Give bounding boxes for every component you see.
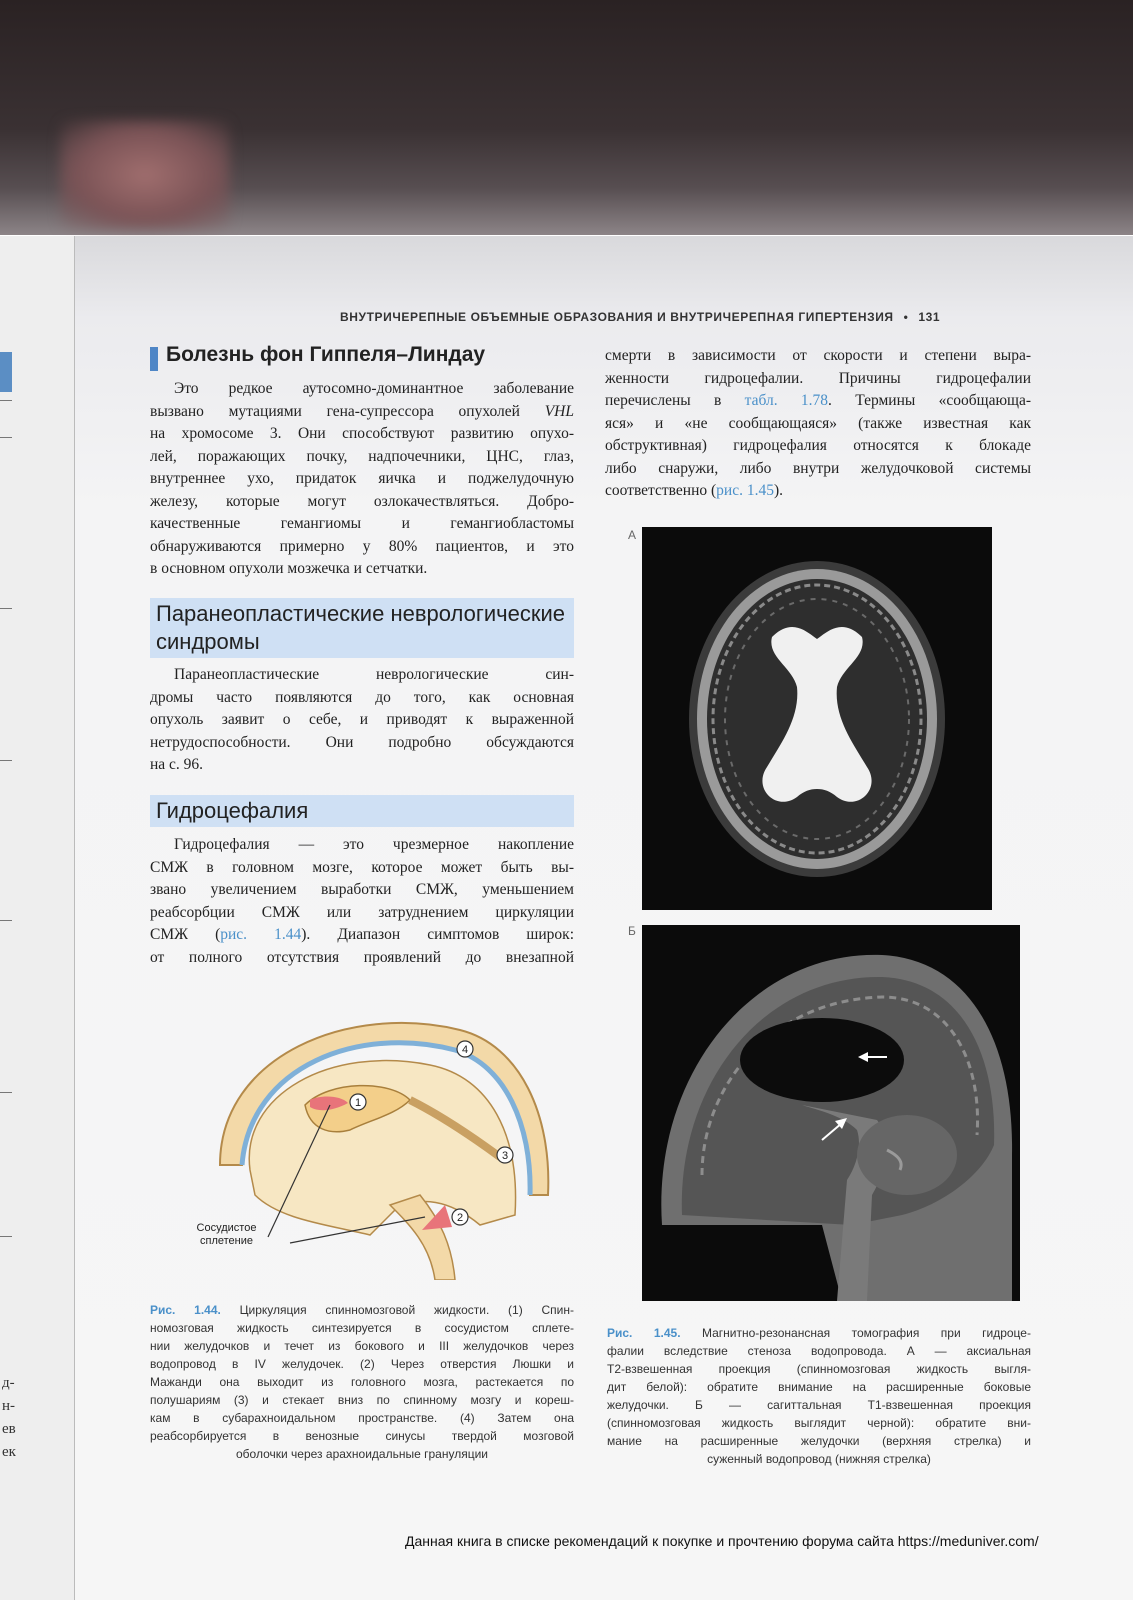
text-fragment: СМЖ ( <box>150 926 221 943</box>
dilated-lateral-ventricle <box>740 1018 904 1102</box>
finger-blur <box>60 120 230 230</box>
previous-page-rule <box>0 1236 12 1237</box>
page-number: 131 <box>918 310 941 324</box>
caption-line: (спинномозговая жидкость выглядит черной): обратите вни- <box>607 1416 1031 1430</box>
running-head-title: ВНУТРИЧЕРЕПНЫЕ ОБЪЕМНЫЕ ОБРАЗОВАНИЯ И ВНУТРИЧЕРЕПНАЯ ГИПЕРТЕНЗИЯ <box>340 310 894 324</box>
caption-line: желудочки. Б — сагиттальная Т1-взвешенная проекция <box>607 1398 1031 1412</box>
text-line: качественные гемангиомы и гемангиобластомы <box>150 515 574 532</box>
paragraph-paraneoplastic <box>150 664 574 777</box>
previous-page-rule <box>0 1092 12 1093</box>
text-line: нетрудоспособности. Они подробно обсуждаются <box>150 733 574 751</box>
section-heading-hydrocephalus <box>150 795 574 827</box>
text-line <box>150 924 574 947</box>
caption-fig-1-45 <box>607 1324 1031 1468</box>
text-line: смерти в зависимости от скорости и степени выра- <box>605 347 1031 364</box>
text-line: внутреннее ухо, придаток яичка и поджелудочную <box>150 470 574 487</box>
caption-text: Циркуляция спинномозговой жидкости. (1) Спин- <box>239 1303 574 1317</box>
text-line <box>605 480 1031 503</box>
cerebellum <box>857 1115 957 1195</box>
choroid-plexus-label <box>184 1222 269 1248</box>
text-line: на хромосоме 3. Они способствуют развитию опухо- <box>150 425 574 442</box>
previous-page-blue-mark <box>0 352 12 392</box>
marker-2-label: 2 <box>456 1212 464 1224</box>
text-fragment: . Термины «сообщающа- <box>828 392 1032 409</box>
panel-label-a: А <box>628 528 637 542</box>
text-fragment: перечислены в <box>605 392 745 409</box>
caption-line: суженный водопровод (нижняя стрелка) <box>707 1452 931 1466</box>
text-line <box>605 390 1031 413</box>
text-line: звано увеличением выработки СМЖ, уменьшением <box>150 881 574 898</box>
caption-line: полушариям (3) и стекает вниз по спинному мозгу и кореш- <box>150 1393 574 1407</box>
mri-axial-t2-image <box>642 527 992 910</box>
section-heading-vhl: Болезнь фон Гиппеля–Линдау <box>166 343 486 366</box>
footer-notice: Данная книга в списке рекомендаций к покупке и прочтению форума сайта https://meduniver.com/ <box>405 1533 1039 1549</box>
running-head <box>340 310 1070 324</box>
previous-page-rule <box>0 400 12 401</box>
caption-line: кам в субарахноидальном пространстве. (4) Затем она <box>150 1411 574 1425</box>
previous-page-rule <box>0 437 12 438</box>
text-fragment: ). <box>773 482 784 499</box>
text-line: опухоль заявит о себе, и приводят к выраженной <box>150 711 574 728</box>
text-line: реабсорбции СМЖ или затруднением циркуляции <box>150 903 574 921</box>
text-line: обнаруживаются примерно у 80% пациентов, и это <box>150 537 574 555</box>
text-fragment: соответственно ( <box>605 482 717 499</box>
text-line: железу, которые могут озлокачествляться. Добро- <box>150 492 574 510</box>
text-line: Гидроцефалия — это чрезмерное накопление <box>174 836 574 853</box>
running-head-bullet: • <box>903 310 909 324</box>
previous-page-text: ев <box>2 1421 16 1437</box>
marker-4-label: 4 <box>461 1044 469 1056</box>
caption-line <box>150 1301 574 1319</box>
paragraph-vhl <box>150 378 574 581</box>
previous-page-rule <box>0 608 12 609</box>
caption-text: Магнитно-резонансная томография при гидроце- <box>701 1326 1031 1340</box>
caption-line <box>607 1324 1031 1342</box>
marker-1-label: 1 <box>354 1097 362 1109</box>
text-line: либо снаружи, либо внутри желудочковой системы <box>605 459 1031 477</box>
mri-sagittal-t1-svg <box>642 925 1020 1301</box>
gene-name: VHL <box>544 402 574 420</box>
text-line: Паранеопластические неврологические син- <box>174 666 574 683</box>
figure-link-1-44[interactable]: рис. 1.44 <box>220 926 302 943</box>
text-line: в основном опухоли мозжечка и сетчатки. <box>150 560 428 577</box>
text-line: от полного отсутствия проявлений до внезапной <box>150 948 574 966</box>
caption-line: фалии вследствие стеноза водопровода. А — аксиальная <box>607 1344 1031 1358</box>
caption-fig-1-44 <box>150 1301 574 1463</box>
caption-line: водопровод в IV желудочек. (2) Через отверстия Люшки и <box>150 1357 574 1371</box>
paragraph-hydrocephalus <box>150 834 574 969</box>
section-heading-paraneoplastic <box>150 598 574 658</box>
caption-line: Мажанди она выходит из головного мозга, растекается по <box>150 1375 574 1389</box>
marker-3-label: 3 <box>501 1150 509 1162</box>
previous-page-text: н- <box>2 1398 16 1414</box>
text-line: яся» и «не сообщающаяся» (также известная как <box>605 414 1031 432</box>
caption-line: мание на расширенные желудочки (верхняя стрелка) и <box>607 1434 1031 1448</box>
text-fragment: ). Диапазон симптомов широк: <box>301 926 574 943</box>
choroid-label-line: сплетение <box>200 1235 253 1247</box>
previous-page-rule <box>0 760 12 761</box>
choroid-label-line: Сосудистое <box>196 1222 257 1234</box>
text-line: СМЖ в головном мозге, которое может быть вы- <box>150 858 574 876</box>
paragraph-right-column <box>605 345 1031 503</box>
text-line: дромы часто появляются до того, как основная <box>150 688 574 706</box>
heading-line: Паранеопластические неврологические <box>156 601 565 626</box>
text-line: вызвано мутациями гена-супрессора опухолей VHL <box>150 402 574 420</box>
mri-axial-t2-svg <box>642 527 992 910</box>
previous-page-rule <box>0 920 12 921</box>
panel-label-b: Б <box>628 924 636 938</box>
caption-line: нии желудочков и течет из бокового и III желудочков через <box>150 1339 574 1353</box>
text-line: лей, поражающих почку, надпочечники, ЦНС, глаз, <box>150 447 574 465</box>
text-line: женности гидроцефалии. Причины гидроцефалии <box>605 369 1031 387</box>
caption-line: Т2-взвешенная проекция (спинномозговая жидкость выгля- <box>607 1362 1031 1376</box>
heading-accent-bar <box>150 347 158 371</box>
heading-line: синдромы <box>156 629 260 654</box>
text-line: обструктивная) гидроцефалия относятся к блокаде <box>605 437 1031 454</box>
caption-line: оболочки через арахноидальные грануляции <box>236 1447 488 1461</box>
table-link-1-78[interactable]: табл. 1.78 <box>744 392 829 409</box>
heading-line: Гидроцефалия <box>156 798 309 823</box>
caption-line: реабсорбируется в венозные синусы твердой мозговой <box>150 1429 574 1443</box>
text-line: на с. 96. <box>150 756 204 773</box>
caption-line: номозговая жидкость синтезируется в сосудистом сплете- <box>150 1321 574 1335</box>
previous-page-text: д- <box>2 1375 15 1391</box>
figure-link-1-45[interactable]: рис. 1.45 <box>716 482 774 499</box>
text-line: Это редкое аутосомно-доминантное заболевание <box>174 380 574 397</box>
caption-line: дит белой): обратите внимание на расширенные боковые <box>607 1380 1031 1394</box>
previous-page-text: ек <box>2 1444 16 1460</box>
caption-label: Рис. 1.44. <box>150 1303 221 1317</box>
mri-sagittal-t1-image <box>642 925 1020 1301</box>
caption-label: Рис. 1.45. <box>607 1326 681 1340</box>
